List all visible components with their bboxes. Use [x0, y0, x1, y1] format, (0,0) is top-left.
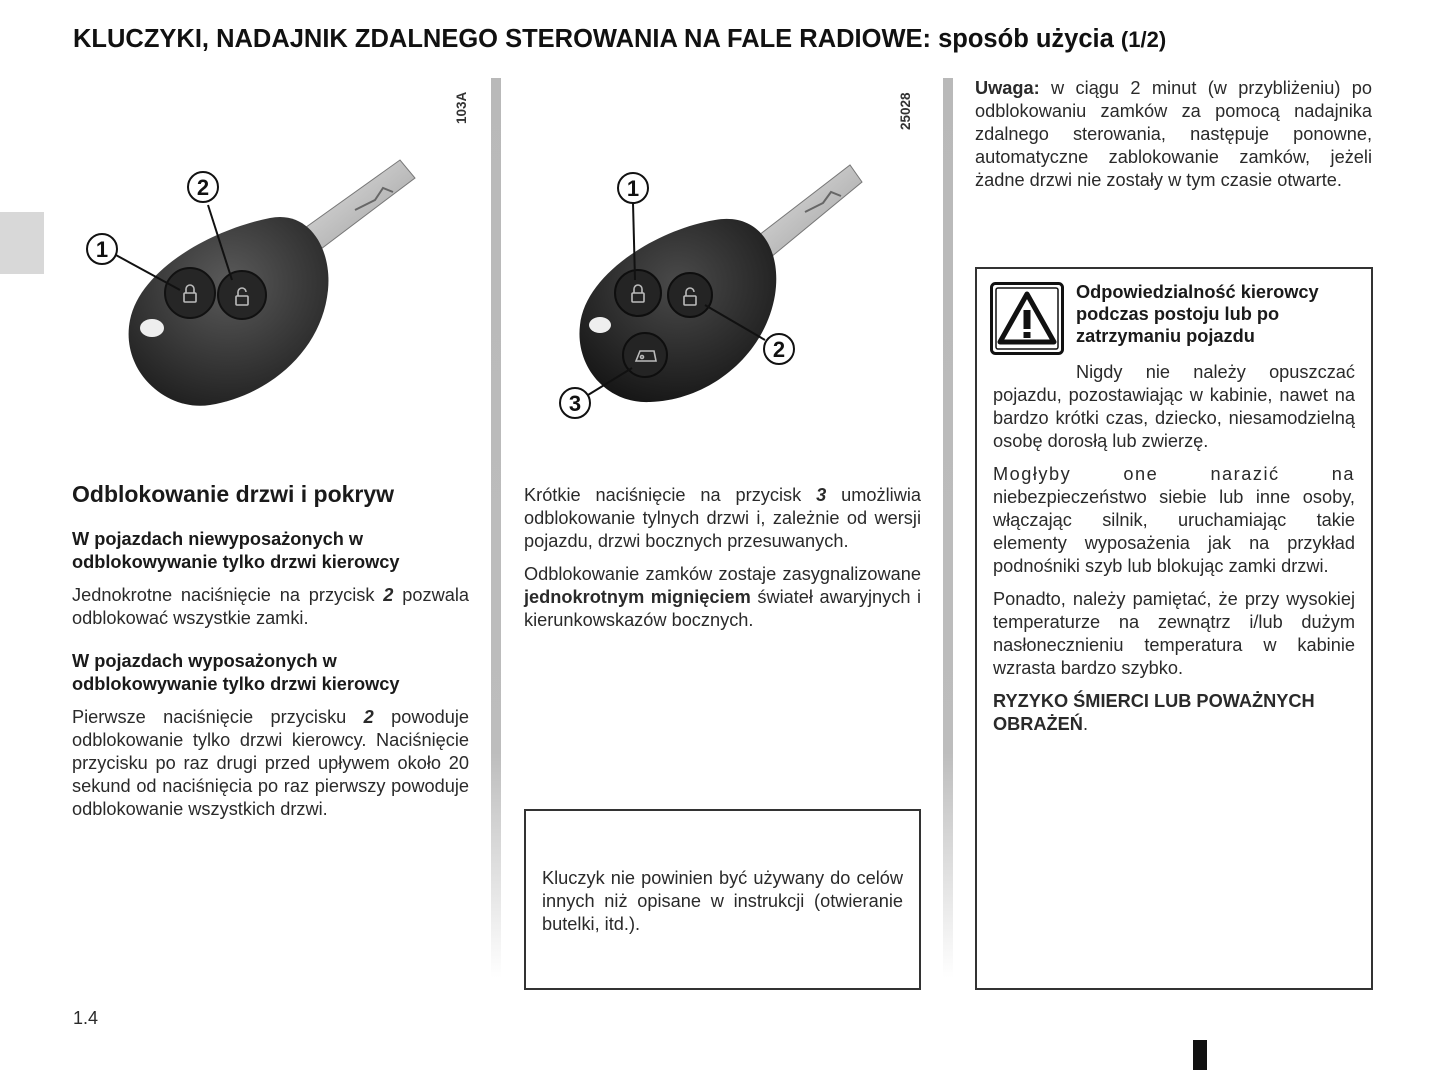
warning-paragraph-4 — [993, 690, 1355, 736]
text-run: umożliwia odblokowanie tylnych drzwi i, zależnie od wersji pojazdu, drzwi bocznych przesuwanych. — [524, 485, 921, 551]
emphasis: jednokrotnym mignięciem — [524, 587, 751, 607]
auto-relock-note — [975, 77, 1372, 192]
key-three-button-illustration — [550, 150, 890, 430]
callout-number-3: 3 — [568, 391, 582, 416]
risk-statement: RYZYKO ŚMIERCI LUB POWAŻNYCH OBRAŻEŃ — [993, 691, 1315, 734]
key-ring-hole — [140, 319, 164, 337]
button-ref: 2 — [363, 707, 374, 727]
paragraph-unlock-signal — [524, 563, 921, 632]
column-divider-2 — [943, 78, 953, 978]
note-label: Uwaga: — [975, 78, 1040, 98]
button-2-unlock — [668, 273, 712, 317]
text-run: powoduje odblokowanie tylko drzwi kierowcy. Naciśnięcie przycisku po raz drugi przed upływem około 20 sekund od naciśnięcia po raz pierwszy powoduje odblokowanie wszystkich drzwi. — [72, 707, 469, 819]
callout-number-1: 1 — [626, 176, 640, 201]
column-3-note — [975, 77, 1372, 202]
column-divider-1 — [491, 78, 501, 978]
text-run: Odblokowanie zamków zostaje zasygnalizowane — [524, 564, 921, 584]
warning-triangle-icon — [990, 282, 1064, 355]
section-tab — [0, 212, 44, 274]
key-usage-note-box — [524, 809, 921, 990]
text-run: . — [1082, 714, 1088, 734]
paragraph-one-press — [72, 584, 469, 630]
figure-code-1: 103A — [454, 91, 469, 124]
text-run: Krótkie naciśnięcie na przycisk — [524, 485, 817, 505]
text-run: pozwala odblokować wszystkie zamki. — [72, 585, 469, 628]
print-mark — [1193, 1040, 1207, 1070]
callout-number-1: 1 — [95, 237, 109, 262]
warning-paragraph-2: niebezpieczeństwo siebie lub inne osoby, włączając silnik, uruchamiając takie elementy wyposażenia jak na przykład podnośniki szyb lub blokując zamki drzwi. — [993, 487, 1355, 576]
warning-paragraph-3: Ponadto, należy pamiętać, że przy wysokiej temperaturze na zewnątrz i/lub dużym nasłonecznieniu temperatura w kabinie wzrasta bardzo szybko. — [993, 589, 1355, 678]
column-2-text — [524, 484, 921, 642]
text-run: w ciągu 2 minut (w przybliżeniu) po odblokowaniu zamków za pomocą nadajnika zdalnego sterowania, następuje ponowne, automatyczne zablokowanie zamków, jeżeli żadne drzwi nie zostały w tym czasie otwarte. — [975, 78, 1372, 190]
key-two-button-illustration — [70, 140, 450, 430]
title-main: KLUCZYKI, NADAJNIK ZDALNEGO STEROWANIA NA FALE RADIOWE: sposób użycia — [73, 25, 1114, 53]
text-run: Pierwsze naciśnięcie przycisku — [72, 707, 364, 727]
callout-number-2: 2 — [196, 175, 210, 200]
figure-code-2: 25028 — [898, 92, 913, 130]
warning-paragraph-2-first-line: Mogłyby one narazić na — [993, 464, 1355, 484]
text-run: Jednokrotne naciśnięcie na przycisk — [72, 585, 384, 605]
driver-responsibility-warning-box — [975, 267, 1373, 990]
subheading-no-driver-only: W pojazdach niewyposażonych w odblokowywanie tylko drzwi kierowcy — [72, 529, 400, 572]
warning-paragraph-1: Nigdy nie należy opuszczać pojazdu, pozostawiając w kabinie, nawet na bardzo krótki czas, dziecko, niesamodzielną osobę dorosłą lub zwierzę. — [993, 362, 1355, 451]
section-heading: Odblokowanie drzwi i pokryw — [72, 481, 395, 507]
column-1-text — [72, 483, 469, 831]
paragraph-button-3 — [524, 484, 921, 553]
button-ref: 2 — [383, 585, 394, 605]
button-2-unlock — [218, 271, 266, 319]
title-part: (1/2) — [1120, 27, 1167, 52]
warning-title: Odpowiedzialność kierowcy podczas postoju lub po zatrzymaniu pojazdu — [1076, 282, 1319, 346]
text-run: świateł awaryjnych i kierunkowskazów bocznych. — [524, 587, 922, 630]
subheading-driver-only: W pojazdach wyposażonych w odblokowywanie tylko drzwi kierowcy — [72, 651, 400, 694]
key-ring-hole — [589, 317, 611, 333]
button-ref: 3 — [816, 485, 827, 505]
key-usage-note-text: Kluczyk nie powinien być używany do celów innych niż opisane w instrukcji (otwieranie butelki, itd.). — [542, 868, 903, 934]
callout-number-2: 2 — [772, 337, 786, 362]
paragraph-two-press — [72, 706, 469, 821]
page-number: 1.4 — [73, 1008, 99, 1028]
page-title — [73, 25, 1166, 54]
